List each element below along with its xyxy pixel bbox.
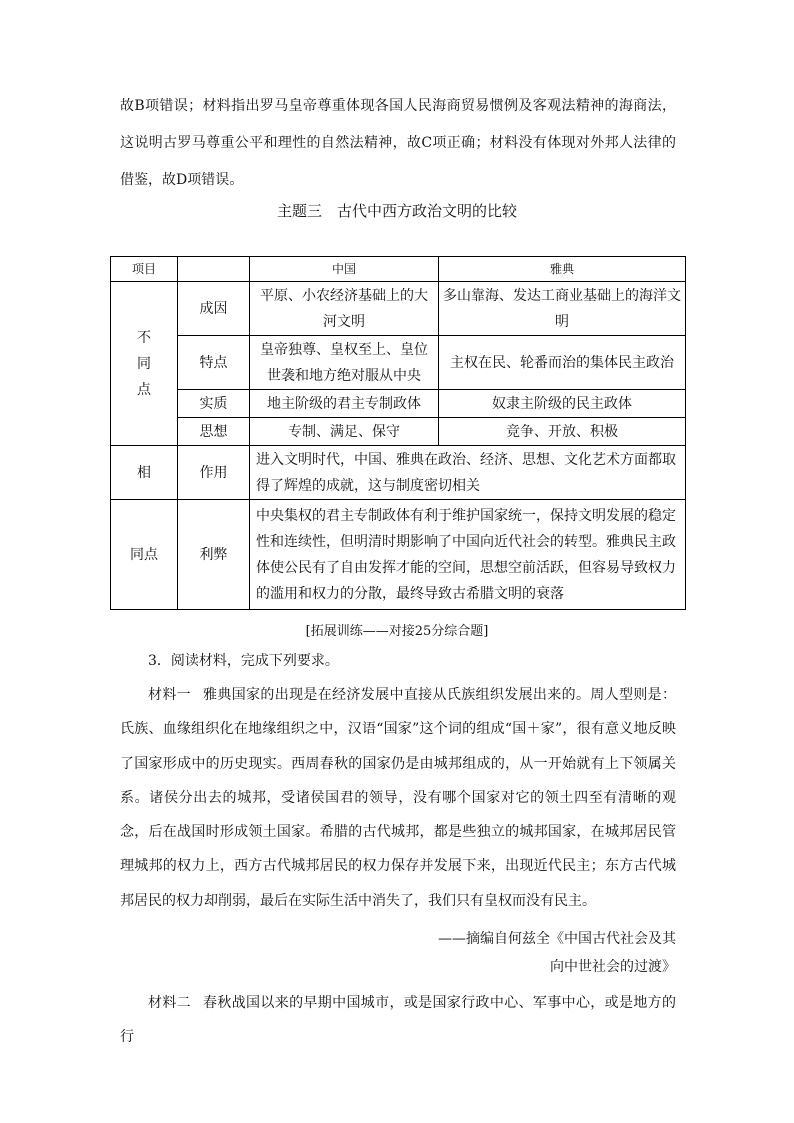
header-china: 中国 [250,257,439,282]
comparison-table [110,256,686,610]
table-row [111,418,686,446]
intro-paragraph: 故B项错误；材料指出罗马皇帝尊重体现各国人民海商贸易惯例及客观法精神的海商法，这说明古罗马尊重公平和理性的自然法精神，故C项正确；材料没有体现对外邦人法律的借鉴，故D项错误。 [120,98,676,188]
material-one [120,678,676,918]
athens-cell: 奴隶主阶级的民主政体 [439,390,686,418]
material-one-label: 材料一 [148,687,192,703]
similar-label-top: 相 [111,446,178,500]
differences-label: 不 同 点 [111,282,178,446]
source-line-2: 向中世社会的过渡》 [550,959,676,975]
aspect-cell: 思想 [178,418,250,446]
china-cell: 专制、满足、保守 [250,418,439,446]
aspect-cell: 利弊 [178,500,250,610]
table-row [111,336,686,390]
material-one-text: 雅典国家的出现是在经济发展中直接从氏族组织发展出来的。周人型则是：氏族、血缘组织化在地缘组织之中，汉语“国家”这个词的组成“国＋家”，很有意义地反映了国家形成中的历史现实。西周春秋的国家仍是由城邦组成的，从一开始就有上下领属关系。诸侯分出去的城邦，受诸侯国君的领导，没有哪个国家对它的领土四至有清晰的观念，后在战国时形成领土国家。希腊的古代城邦，都是些独立的城邦国家，在城邦居民管理城邦的权力上，西方古代城邦居民的权力保存并发展下来，出现近代民主；东方古代城邦居民的权力却削弱，最后在实际生活中消失了，我们只有皇权而没有民主。 [120,687,677,909]
topic-title: 主题三 古代中西方政治文明的比较 [276,202,517,220]
table-row [111,390,686,418]
china-cell: 平原、小农经济基础上的大河文明 [250,282,439,336]
similar-text-cell: 中央集权的君主专制政体有利于维护国家统一，保持文明发展的稳定性和连续性，但明清时期影响了中国向近代社会的转型。雅典民主政体使公民有了自由发挥才能的空间，思想空前活跃，但容易导致权力的滥用和权力的分散，最终导致古希腊文明的衰落 [250,500,686,610]
source-line-1: ——摘编自何兹全《中国古代社会及其 [438,931,676,947]
material-two-label: 材料二 [148,995,192,1011]
material-two-text: 春秋战国以来的早期中国城市，或是国家行政中心、军事中心，或是地方的行 [120,995,677,1046]
table-header-row [111,257,686,282]
question-intro: 3．阅读材料，完成下列要求。 [148,653,339,669]
china-cell: 地主阶级的君主专制政体 [250,390,439,418]
similar-text-cell: 进入文明时代，中国、雅典在政治、经济、思想、文化艺术方面都取得了辉煌的成就，这与制度密切相关 [250,446,686,500]
aspect-cell: 特点 [178,336,250,390]
table-row [111,282,686,336]
china-cell: 皇帝独尊、皇权至上、皇位世袭和地方绝对服从中央 [250,336,439,390]
athens-cell: 竞争、开放、积极 [439,418,686,446]
aspect-cell: 实质 [178,390,250,418]
athens-cell: 多山靠海、发达工商业基础上的海洋文明 [439,282,686,336]
aspect-cell: 成因 [178,282,250,336]
header-athens: 雅典 [439,257,686,282]
table-row [111,500,686,610]
header-item: 项目 [111,257,178,282]
material-two [120,986,676,1055]
athens-cell: 主权在民、轮番而治的集体民主政治 [439,336,686,390]
training-title: [拓展训练——对接25分综合题] [305,624,489,639]
aspect-cell: 作用 [178,446,250,500]
header-empty [178,257,250,282]
similar-label-bottom: 同点 [111,500,178,610]
table-row [111,446,686,500]
